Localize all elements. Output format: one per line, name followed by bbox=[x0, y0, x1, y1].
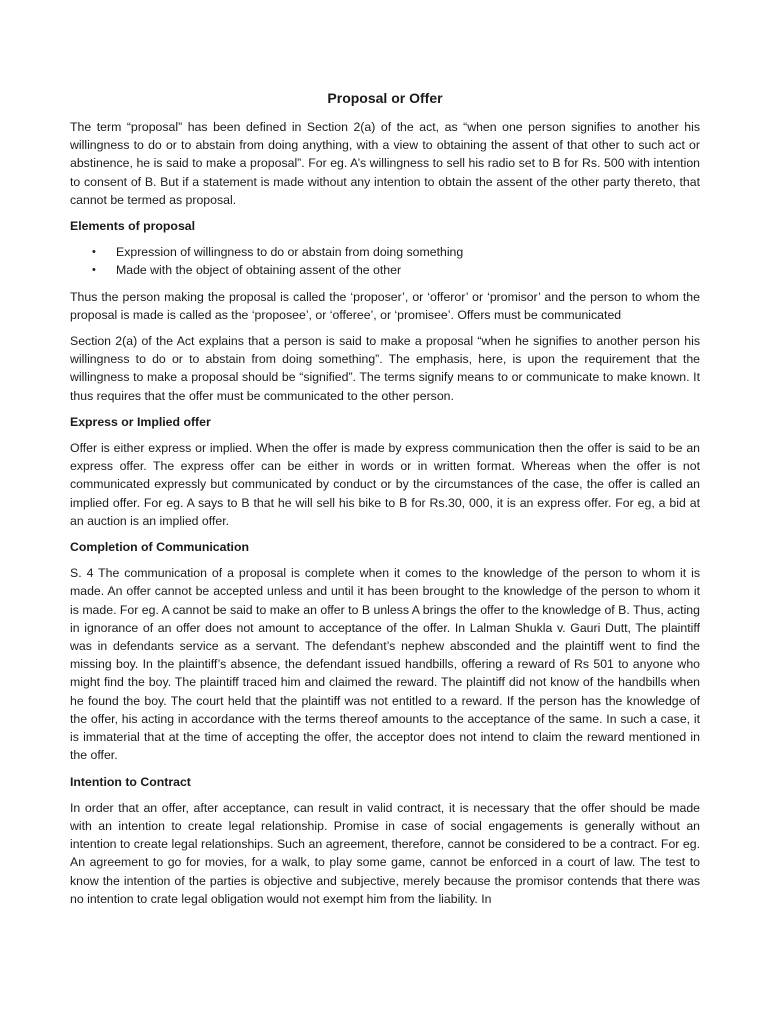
list-item-text: Made with the object of obtaining assent of the other bbox=[116, 263, 402, 278]
list-item bbox=[92, 261, 700, 279]
parties-paragraph: Thus the person making the proposal is called the ‘proposer’, or ‘offeror’ or ‘promisor’ and the person to whom the proposal is made is called as the ‘proposee’, or ‘offeree’, or ‘promisee’. Offers must be communicated bbox=[70, 289, 700, 322]
list-item-text: Expression of willingness to do or abstain from doing something bbox=[116, 245, 464, 260]
express-paragraph: Offer is either express or implied. When the offer is made by express communication then the offer is said to be an express offer. The express offer can be either in words or in written format. Whereas when the offer is not communicated expressly but communicated by conduct or by the circumstances of the case, the offer is called an implied offer. For eg. A says to B that he will sell his bike to B for Rs.30, 000, it is an express offer. For eg, a bid at an auction is an implied offer. bbox=[70, 441, 700, 528]
list-item bbox=[92, 243, 700, 261]
elements-heading: Elements of proposal bbox=[70, 219, 196, 234]
completion-paragraph: S. 4 The communication of a proposal is complete when it comes to the knowledge of the person to whom it is made. An offer cannot be accepted unless and until it has been brought to the knowledge of the person to whom it is made. For eg. A cannot be said to make an offer to B unless A brings the offer to the knowledge of B. Thus, acting in ignorance of an offer does not amount to acceptance of the offer. In Lalman Shukla v. Gauri Dutt, The plaintiff was in defendants service as a servant. The defendant’s nephew absconded and the plaintiff went to find the missing boy. In the plaintiff’s absence, the defendant issued handbills, offering a reward of Rs 501 to anyone who might find the boy. The plaintiff traced him and claimed the reward. The plaintiff did not know of the handbills when he found the boy. The court held that the plaintiff was not entitled to a reward. If the person has the knowledge of the offer, his acting in accordance with the terms thereof amounts to the acceptance of the same. In such a case, it is immaterial that at the time of accepting the offer, the acceptor does not intend to claim the reward mentioned in the offer. bbox=[70, 566, 700, 763]
express-heading: Express or Implied offer bbox=[70, 414, 211, 429]
intention-paragraph: In order that an offer, after acceptance, can result in valid contract, it is necessary that the offer should be made with an intention to create legal relationship. Promise in case of social engagements is generally without an intention to create legal relationships. Such an agreement, therefore, cannot be considered to be a contract. For eg. An agreement to go for movies, for a walk, to play some game, cannot be enforced in a court of law. The test to know the intention of the parties is objective and subjective, merely because the promisor contends that there was no intention to crate legal obligation would not exempt him from the liability. In bbox=[70, 800, 700, 906]
completion-heading: Completion of Communication bbox=[70, 540, 249, 555]
bullet-icon: • bbox=[92, 264, 96, 277]
section-paragraph: Section 2(a) of the Act explains that a person is said to make a proposal “when he signifies to another person his willingness to do or to abstain from doing something”. The emphasis, here, is upon the requirement that the willingness to make a proposal should be “signified”. The terms signify means to or communicate to make known. It thus requires that the offer must be communicated to the other person. bbox=[70, 334, 700, 403]
intro-paragraph: The term “proposal” has been defined in Section 2(a) of the act, as “when one person signifies to another his willingness to do or to abstain from doing anything, with a view to obtaining the assent of that other to such act or abstinence, he is said to make a proposal”. For eg. A’s willingness to sell his radio set to B for Rs. 500 with intention to consent of B. But if a statement is made without any intention to obtain the assent of the other party thereto, that cannot be termed as proposal. bbox=[70, 120, 700, 207]
elements-list bbox=[70, 243, 700, 279]
intention-heading: Intention to Contract bbox=[70, 774, 191, 789]
bullet-icon: • bbox=[92, 246, 96, 259]
page-title: Proposal or Offer bbox=[327, 90, 443, 106]
